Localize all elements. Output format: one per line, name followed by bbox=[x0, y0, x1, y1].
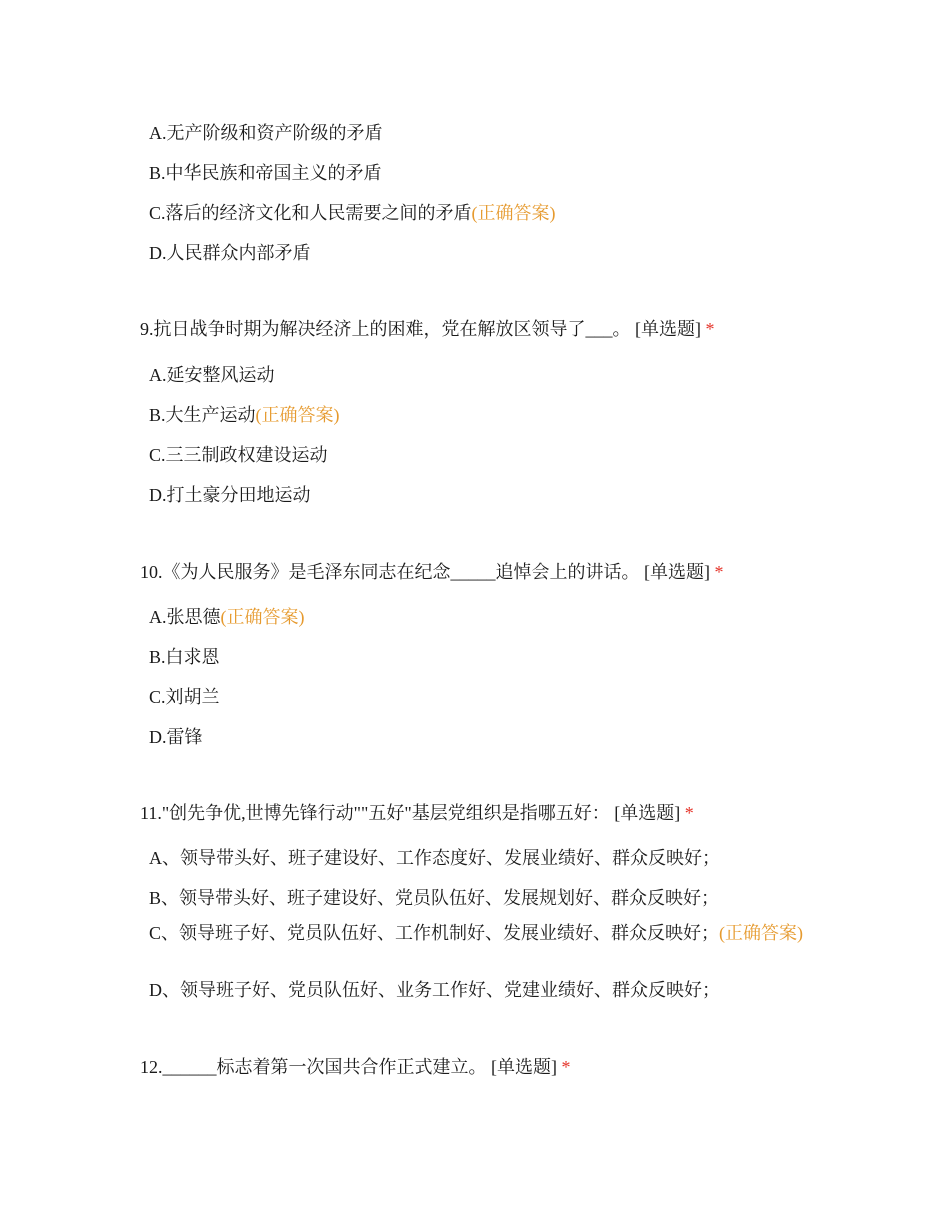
correct-answer-tag: (正确答案) bbox=[471, 203, 556, 223]
required-star: * bbox=[714, 562, 724, 582]
q11-title bbox=[140, 801, 694, 825]
correct-answer-tag: (正确答案) bbox=[719, 923, 804, 943]
option-text: C、领导班子好、党员队伍好、工作机制好、发展业绩好、群众反映好； bbox=[149, 923, 720, 943]
option-text: B.白求恩 bbox=[149, 647, 220, 667]
question-text: 9.抗日战争时期为解决经济上的困难，党在解放区领导了___。 bbox=[140, 319, 631, 339]
question-text: 10.《为人民服务》是毛泽东同志在纪念_____追悼会上的讲话。 bbox=[140, 562, 640, 582]
q9-option-b[interactable] bbox=[149, 403, 340, 427]
q9-option-c[interactable] bbox=[149, 443, 328, 467]
correct-answer-tag: (正确答案) bbox=[255, 405, 340, 425]
q11-option-a[interactable] bbox=[149, 846, 720, 870]
option-text: A.延安整风运动 bbox=[149, 365, 275, 385]
option-text: B、领导带头好、班子建设好、党员队伍好、发展规划好、群众反映好； bbox=[149, 888, 720, 908]
required-star: * bbox=[705, 319, 715, 339]
q10-option-b[interactable] bbox=[149, 645, 220, 669]
q8-option-d[interactable] bbox=[149, 241, 311, 265]
q10-option-c[interactable] bbox=[149, 685, 220, 709]
option-text: A.张思德 bbox=[149, 607, 221, 627]
option-text: D.人民群众内部矛盾 bbox=[149, 243, 311, 263]
question-type-tag: [单选题] bbox=[635, 319, 701, 339]
question-type-tag: [单选题] bbox=[491, 1057, 557, 1077]
q10-option-a[interactable] bbox=[149, 605, 305, 629]
q12-title bbox=[140, 1055, 571, 1079]
q9-option-a[interactable] bbox=[149, 363, 275, 387]
required-star: * bbox=[684, 803, 694, 823]
option-text: D.雷锋 bbox=[149, 727, 203, 747]
q8-option-a[interactable] bbox=[149, 121, 383, 145]
q8-option-c[interactable] bbox=[149, 201, 556, 225]
q10-title bbox=[140, 560, 724, 584]
q9-title bbox=[140, 317, 715, 341]
correct-answer-tag: (正确答案) bbox=[220, 607, 305, 627]
option-text: C.落后的经济文化和人民需要之间的矛盾 bbox=[149, 203, 472, 223]
option-text: D、领导班子好、党员队伍好、业务工作好、党建业绩好、群众反映好； bbox=[149, 980, 720, 1000]
option-text: B.大生产运动 bbox=[149, 405, 256, 425]
option-text: A.无产阶级和资产阶级的矛盾 bbox=[149, 123, 383, 143]
option-text: D.打土豪分田地运动 bbox=[149, 485, 311, 505]
question-text: 11."创先争优,世博先锋行动""五好"基层党组织是指哪五好： bbox=[140, 803, 610, 823]
option-text: B.中华民族和帝国主义的矛盾 bbox=[149, 163, 382, 183]
required-star: * bbox=[561, 1057, 571, 1077]
option-text: C.三三制政权建设运动 bbox=[149, 445, 328, 465]
option-text: A、领导带头好、班子建设好、工作态度好、发展业绩好、群众反映好； bbox=[149, 848, 720, 868]
q11-option-d[interactable] bbox=[149, 978, 720, 1002]
question-text: 12.______标志着第一次国共合作正式建立。 bbox=[140, 1057, 487, 1077]
question-type-tag: [单选题] bbox=[644, 562, 710, 582]
q11-option-b[interactable] bbox=[149, 886, 719, 910]
option-text: C.刘胡兰 bbox=[149, 687, 220, 707]
q9-option-d[interactable] bbox=[149, 483, 311, 507]
q10-option-d[interactable] bbox=[149, 725, 203, 749]
q11-option-c[interactable] bbox=[149, 921, 809, 945]
question-type-tag: [单选题] bbox=[614, 803, 681, 823]
q8-option-b[interactable] bbox=[149, 161, 382, 185]
